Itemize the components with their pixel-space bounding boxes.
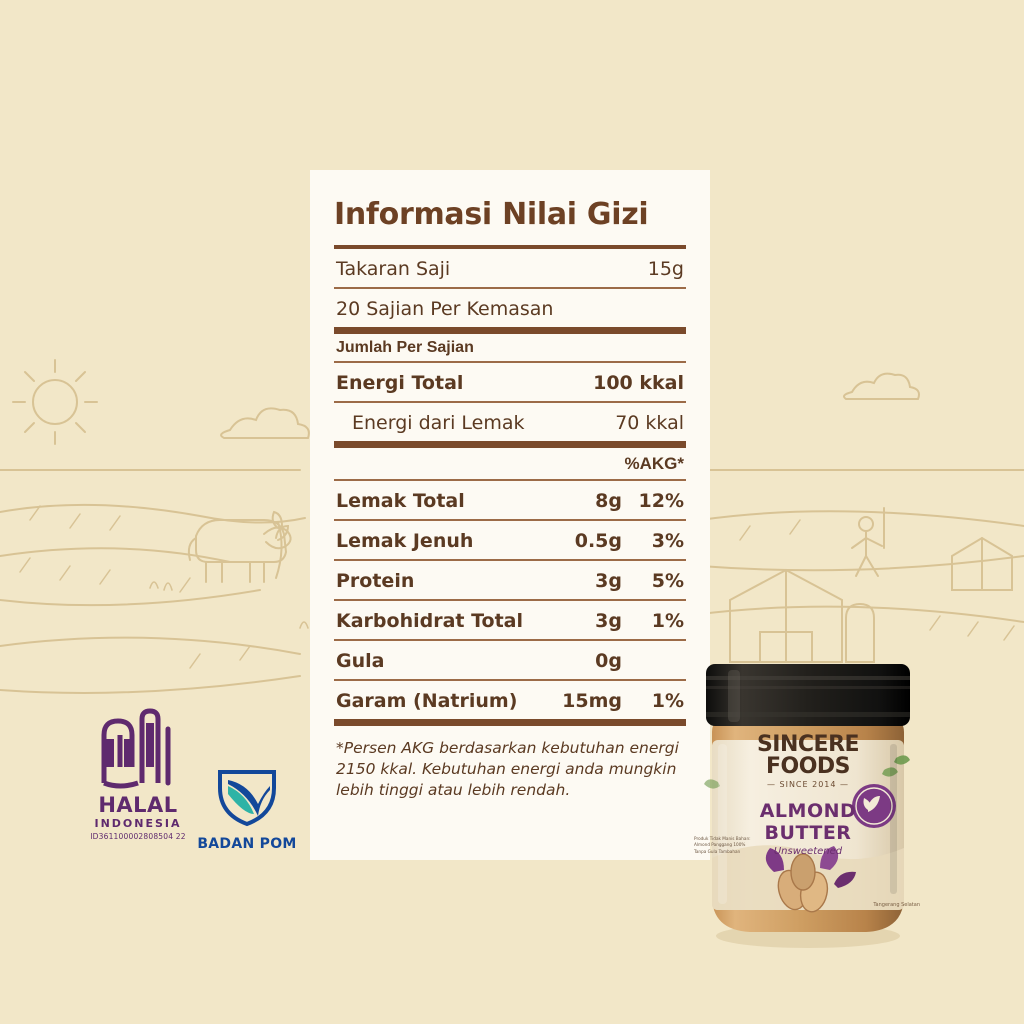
nutrient-amount: 8g xyxy=(595,490,622,512)
nutrient-pct: 5% xyxy=(651,570,684,592)
page-title: Informasi Nilai Gizi xyxy=(334,197,649,232)
energy-total-row xyxy=(334,363,686,401)
divider xyxy=(334,441,686,448)
halal-logo xyxy=(78,705,198,841)
halal-word: HALAL xyxy=(98,793,178,817)
serving-size-label: Takaran Saji xyxy=(336,258,451,280)
bpom-shield-icon xyxy=(214,768,280,828)
bpom-label: BADAN POM xyxy=(197,836,297,852)
nutrient-label: Garam (Natrium) xyxy=(336,690,518,712)
table-row xyxy=(334,521,686,559)
jar-city-text: Tangerang Selatan xyxy=(873,902,920,908)
product-name-line1: ALMOND xyxy=(759,800,857,822)
halal-id-code: ID361100002808504 22 xyxy=(90,832,186,841)
nutrient-pct: 3% xyxy=(651,530,684,552)
table-row xyxy=(334,641,686,679)
bpom-logo xyxy=(192,768,302,852)
table-row xyxy=(334,601,686,639)
halal-arabic-mark xyxy=(90,705,186,791)
servings-per-container-label: 20 Sajian Per Kemasan xyxy=(336,298,554,320)
table-row xyxy=(334,561,686,599)
servings-per-container-row xyxy=(334,289,686,327)
amount-per-serving-label: Jumlah Per Sajian xyxy=(336,339,474,356)
nutrient-amount: 3g xyxy=(595,610,622,632)
brand-name-line1: SINCERE xyxy=(756,732,860,757)
nutrient-amount: 15mg xyxy=(562,690,622,712)
nutrient-pct: 1% xyxy=(651,690,684,712)
table-row xyxy=(334,681,686,719)
nutrient-amount: 3g xyxy=(595,570,622,592)
nutrient-pct: 1% xyxy=(651,610,684,632)
nutrient-label: Karbohidrat Total xyxy=(336,610,524,632)
nutrient-label: Gula xyxy=(336,650,385,672)
serving-size-row xyxy=(334,249,686,287)
jar-side-text: Produk Tidak Manis Bahan: Almond Panggang 100% Tanpa Gula Tambahan xyxy=(694,836,751,854)
nutrient-amount: 0.5g xyxy=(574,530,622,552)
nutrient-amount: 0g xyxy=(595,650,622,672)
nutrient-pct: 12% xyxy=(638,490,684,512)
jar-illustration xyxy=(688,640,928,960)
table-row xyxy=(334,481,686,519)
akg-header-row xyxy=(334,448,686,479)
nutrient-label: Lemak Jenuh xyxy=(336,530,474,552)
product-name-line2: BUTTER xyxy=(764,822,852,844)
energy-from-fat-value: 70 kkal xyxy=(615,412,684,434)
brand-name-line2: FOODS xyxy=(765,754,851,779)
energy-from-fat-label: Energi dari Lemak xyxy=(352,412,525,434)
brand-since-text: — SINCE 2014 — xyxy=(766,780,850,789)
akg-footnote: *Persen AKG berdasarkan kebutuhan energi 2150 kkal. Kebutuhan energi anda mungkin lebih tinggi atau lebih rendah. xyxy=(336,739,679,799)
nutrient-label: Protein xyxy=(336,570,415,592)
serving-size-value: 15g xyxy=(647,258,684,280)
energy-total-value: 100 kkal xyxy=(593,372,684,394)
product-variant: Unsweetened xyxy=(773,846,843,857)
akg-header: %AKG* xyxy=(624,454,684,473)
nutrition-facts-panel xyxy=(310,170,710,860)
divider xyxy=(334,719,686,726)
energy-total-label: Energi Total xyxy=(336,372,464,394)
halal-country: INDONESIA xyxy=(94,817,182,830)
energy-from-fat-row xyxy=(334,403,686,441)
divider xyxy=(334,327,686,334)
product-jar-image xyxy=(688,640,928,960)
nutrient-label: Lemak Total xyxy=(336,490,465,512)
